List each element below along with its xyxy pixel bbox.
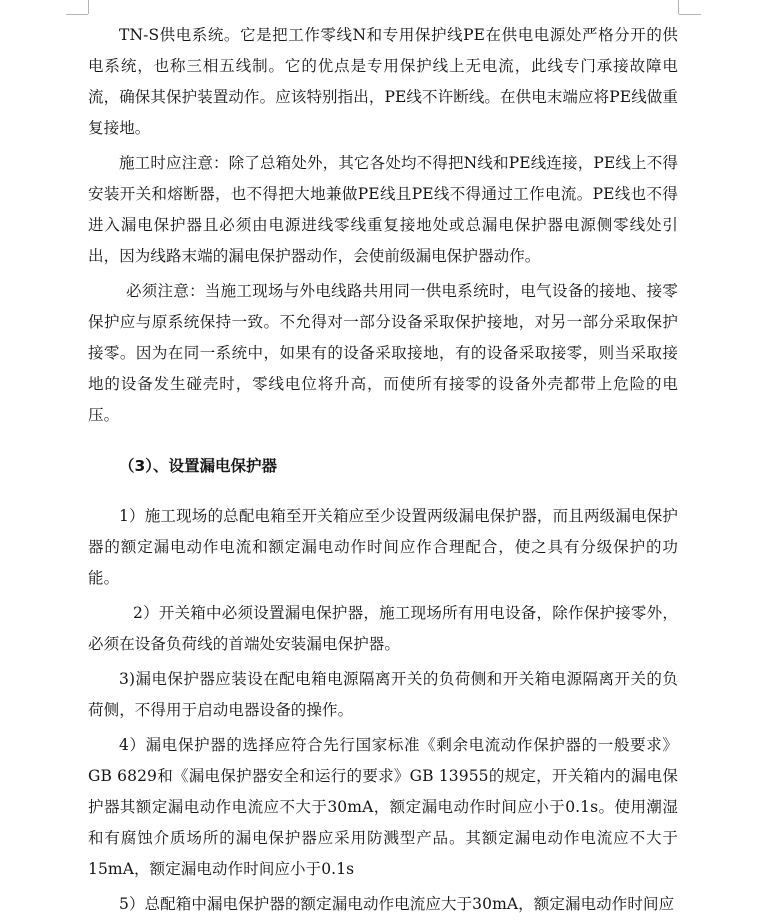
paragraph-tn-s-system: TN-S供电系统。它是把工作零线N和专用保护线PE在供电电源处严格分开的供电系统，也称三相五线制。它的优点是专用保护线上无电流，此线专门承接故障电流，确保其保护装置动作。应该特别指出，PE线不许断线。在供电末端应将PE线做重复接地。	[88, 26, 678, 137]
document-body	[88, 20, 678, 920]
section-heading: （3）、设置漏电保护器	[119, 456, 278, 475]
margin-mark-left-horizontal	[66, 14, 88, 15]
margin-mark-left-vertical	[88, 0, 89, 14]
margin-mark-right-horizontal	[679, 14, 701, 15]
list-item-1: 1）施工现场的总配电箱至开关箱应至少设置两级漏电保护器，而且两级漏电保护器的额定漏电动作电流和额定漏电动作时间应作合理配合，使之具有分级保护的功能。	[88, 507, 678, 587]
list-item-4: 4）漏电保护器的选择应符合先行国家标准《剩余电流动作保护器的一般要求》GB 6829和《漏电保护器安全和运行的要求》GB 13955的规定，开关箱内的漏电保护器其额定漏电动作电流应不大于30mA，额定漏电动作时间应小于0.1s。使用潮湿和有腐蚀介质场所的漏电保护器应采用防溅型产品。其额定漏电动作电流应不大于15mA，额定漏电动作时间应小于0.1s	[88, 736, 678, 878]
list-item-3: 3)漏电保护器应装设在配电箱电源隔离开关的负荷侧和开关箱电源隔离开关的负荷侧，不得用于启动电器设备的操作。	[88, 670, 678, 719]
paragraph-construction-notes: 施工时应注意：除了总箱处外，其它各处均不得把N线和PE线连接，PE线上不得安装开关和熔断器，也不得把大地兼做PE线且PE线不得通过工作电流。PE线也不得进入漏电保护器且必须由电源进线零线重复接地处或总漏电保护器电源侧零线处引出，因为线路末端的漏电保护器动作，会使前级漏电保护器动作。	[88, 154, 678, 265]
list-item-5: 5）总配箱中漏电保护器的额定漏电动作电流应大于30mA，额定漏电动作时间应	[119, 895, 675, 913]
paragraph-must-note: 必须注意：当施工现场与外电线路共用同一供电系统时，电气设备的接地、接零保护应与原系统保持一致。不允得对一部分设备采取保护接地，对另一部分采取保护接零。因为在同一系统中，如果有的设备采取接地，有的设备采取接零，则当采取接地的设备发生碰壳时，零线电位将升高，而使所有接零的设备外壳都带上危险的电压。	[88, 282, 678, 424]
margin-mark-right-vertical	[678, 0, 679, 14]
list-item-2: 2）开关箱中必须设置漏电保护器，施工现场所有用电设备，除作保护接零外，必须在设备负荷线的首端处安装漏电保护器。	[88, 604, 678, 653]
